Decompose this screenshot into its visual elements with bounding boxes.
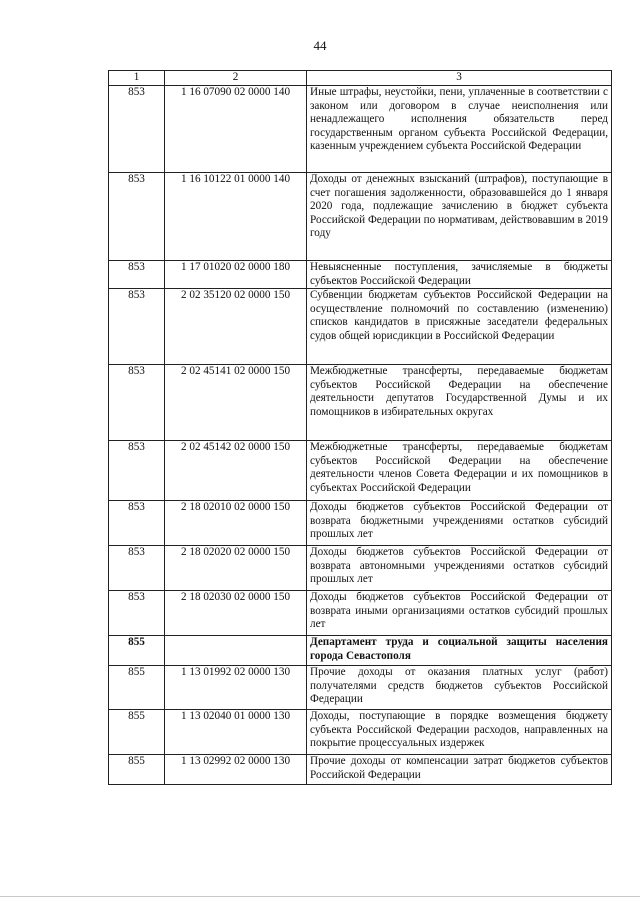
column-header-1: 1 xyxy=(109,71,165,86)
revenue-name-cell: Доходы бюджетов субъектов Российской Федерации от возврата иными организациями остатков субсидий прошлых лет xyxy=(307,591,612,636)
administrator-code-cell: 853 xyxy=(109,173,165,261)
revenue-name-cell: Межбюджетные трансферты, передаваемые бюджетам субъектов Российской Федерации на обеспечение деятельности членов Совета Федерации и их помощников в субъектах Российской Федерации xyxy=(307,441,612,501)
revenue-name-cell: Доходы от денежных взысканий (штрафов), поступающие в счет погашения задолженности, образовавшейся до 1 января 2020 года, подлежащие зачислению в бюджет субъекта Российской Федерации по нормативам, действовавшим в 2019 году xyxy=(307,173,612,261)
table-row xyxy=(109,365,612,441)
revenue-name-cell: Субвенции бюджетам субъектов Российской Федерации на осуществление полномочий по составлению (изменению) списков кандидатов в присяжные заседатели федеральных судов общей юрисдикции в Российской Федерации xyxy=(307,289,612,365)
administrator-code-cell: 853 xyxy=(109,501,165,546)
administrator-code-cell: 855 xyxy=(109,755,165,785)
revenue-name-cell: Невыясненные поступления, зачисляемые в бюджеты субъектов Российской Федерации xyxy=(307,261,612,289)
revenue-name-cell: Прочие доходы от компенсации затрат бюджетов субъектов Российской Федерации xyxy=(307,755,612,785)
page-bottom-edge xyxy=(0,896,640,897)
table-row xyxy=(109,289,612,365)
table-row xyxy=(109,86,612,173)
budget-classification-code-cell: 1 17 01020 02 0000 180 xyxy=(165,261,307,289)
revenue-name-cell: Межбюджетные трансферты, передаваемые бюджетам субъектов Российской Федерации на обеспечение деятельности депутатов Государственной Думы и их помощников в избирательных округах xyxy=(307,365,612,441)
budget-classification-code-cell: 1 16 10122 01 0000 140 xyxy=(165,173,307,261)
table-row xyxy=(109,591,612,636)
column-header-3: 3 xyxy=(307,71,612,86)
budget-classification-code-cell: 1 16 07090 02 0000 140 xyxy=(165,86,307,173)
table-row xyxy=(109,666,612,710)
department-name-cell: Департамент труда и социальной защиты населения города Севастополя xyxy=(307,636,612,666)
column-header-2: 2 xyxy=(165,71,307,86)
table-row xyxy=(109,173,612,261)
budget-classification-code-cell: 2 02 45141 02 0000 150 xyxy=(165,365,307,441)
budget-classification-code-cell: 2 02 35120 02 0000 150 xyxy=(165,289,307,365)
administrator-code-cell: 853 xyxy=(109,289,165,365)
revenue-name-cell: Доходы, поступающие в порядке возмещения бюджету субъекта Российской Федерации расходов, направленных на покрытие процессуальных издержек xyxy=(307,710,612,755)
administrator-code-cell: 853 xyxy=(109,365,165,441)
budget-classification-code-cell: 2 02 45142 02 0000 150 xyxy=(165,441,307,501)
table-row xyxy=(109,261,612,289)
administrator-code-cell: 853 xyxy=(109,546,165,591)
table-row-department xyxy=(109,636,612,666)
budget-classification-code-cell: 1 13 02992 02 0000 130 xyxy=(165,755,307,785)
budget-classification-code-cell xyxy=(165,636,307,666)
administrator-code-cell: 853 xyxy=(109,86,165,173)
table-row xyxy=(109,546,612,591)
administrator-code-cell: 855 xyxy=(109,636,165,666)
table-row xyxy=(109,755,612,785)
budget-classification-code-cell: 2 18 02030 02 0000 150 xyxy=(165,591,307,636)
page-number: 44 xyxy=(313,38,327,53)
budget-classification-code-cell: 2 18 02020 02 0000 150 xyxy=(165,546,307,591)
table-row xyxy=(109,710,612,755)
table-header-row xyxy=(109,71,612,86)
revenue-name-cell: Доходы бюджетов субъектов Российской Федерации от возврата автономными учреждениями остатков субсидий прошлых лет xyxy=(307,546,612,591)
administrator-code-cell: 855 xyxy=(109,710,165,755)
table-row xyxy=(109,441,612,501)
table-row xyxy=(109,501,612,546)
revenue-classification-table xyxy=(108,70,612,785)
revenue-name-cell: Доходы бюджетов субъектов Российской Федерации от возврата бюджетными учреждениями остатков субсидий прошлых лет xyxy=(307,501,612,546)
revenue-name-cell: Прочие доходы от оказания платных услуг (работ) получателями средств бюджетов субъектов Российской Федерации xyxy=(307,666,612,710)
administrator-code-cell: 853 xyxy=(109,441,165,501)
revenue-name-cell: Иные штрафы, неустойки, пени, уплаченные в соответствии с законом или договором в случае неисполнения или ненадлежащего исполнения обязательств перед государственным органом субъекта Российской Федерации, казенным учреждением субъекта Российской Федерации xyxy=(307,86,612,173)
budget-classification-code-cell: 2 18 02010 02 0000 150 xyxy=(165,501,307,546)
budget-classification-code-cell: 1 13 02040 01 0000 130 xyxy=(165,710,307,755)
administrator-code-cell: 853 xyxy=(109,591,165,636)
budget-classification-code-cell: 1 13 01992 02 0000 130 xyxy=(165,666,307,710)
administrator-code-cell: 853 xyxy=(109,261,165,289)
administrator-code-cell: 855 xyxy=(109,666,165,710)
